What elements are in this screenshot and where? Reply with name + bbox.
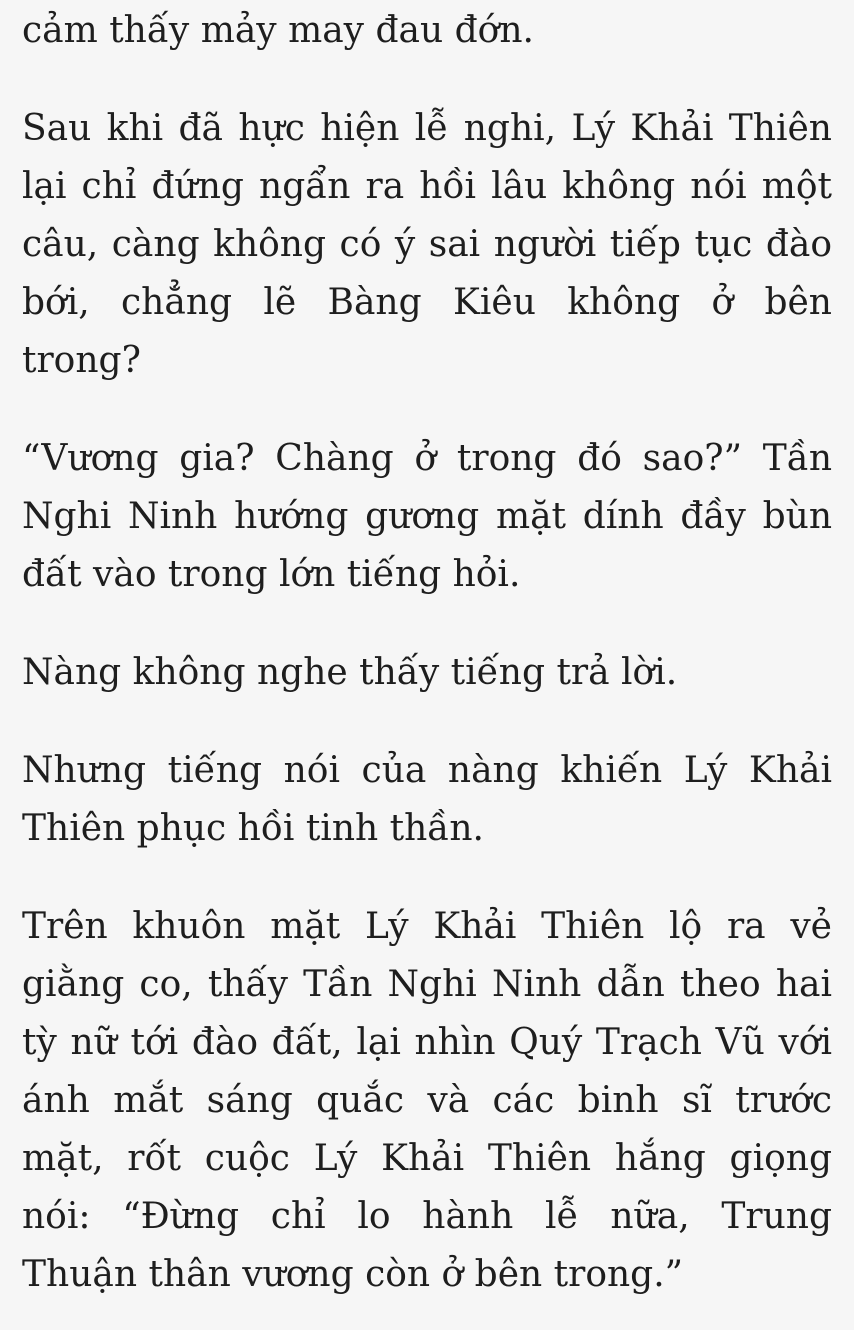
text-line: “Vương gia? Chàng ở trong đó sao?” Tần — [22, 438, 832, 479]
text-line: nói: “Đừng chỉ lo hành lễ nữa, Trung — [22, 1196, 832, 1237]
text-line: Nhưng tiếng nói của nàng khiến Lý Khải — [22, 750, 832, 791]
paragraph — [22, 100, 832, 390]
text-line: Thuận thân vương còn ở bên trong.” — [22, 1254, 684, 1295]
text-line: tỳ nữ tới đào đất, lại nhìn Quý Trạch Vũ với — [22, 1022, 832, 1063]
text-line: câu, càng không có ý sai người tiếp tục đào — [22, 224, 832, 265]
text-line: cảm thấy mảy may đau đớn. — [22, 10, 534, 51]
text-line: đất vào trong lớn tiếng hỏi. — [22, 554, 521, 595]
text-line: ánh mắt sáng quắc và các binh sĩ trước — [22, 1080, 832, 1121]
text-line: Thiên phục hồi tinh thần. — [22, 808, 484, 849]
text-line: lại chỉ đứng ngẩn ra hồi lâu không nói một — [22, 166, 832, 207]
paragraph — [22, 742, 832, 858]
text-line: giằng co, thấy Tần Nghi Ninh dẫn theo hai — [22, 964, 832, 1005]
paragraph — [22, 430, 832, 604]
text-line: trong? — [22, 340, 141, 381]
text-line: mặt, rốt cuộc Lý Khải Thiên hắng giọng — [22, 1138, 832, 1179]
paragraph — [22, 2, 832, 60]
paragraph — [22, 644, 832, 702]
text-line: Nàng không nghe thấy tiếng trả lời. — [22, 652, 678, 693]
text-line: Sau khi đã hực hiện lễ nghi, Lý Khải Thiên — [22, 108, 832, 149]
text-line: Nghi Ninh hướng gương mặt dính đầy bùn — [22, 496, 832, 537]
text-line: bới, chẳng lẽ Bàng Kiêu không ở bên — [22, 282, 832, 323]
paragraph — [22, 898, 832, 1304]
text-line: Trên khuôn mặt Lý Khải Thiên lộ ra vẻ — [22, 906, 832, 947]
